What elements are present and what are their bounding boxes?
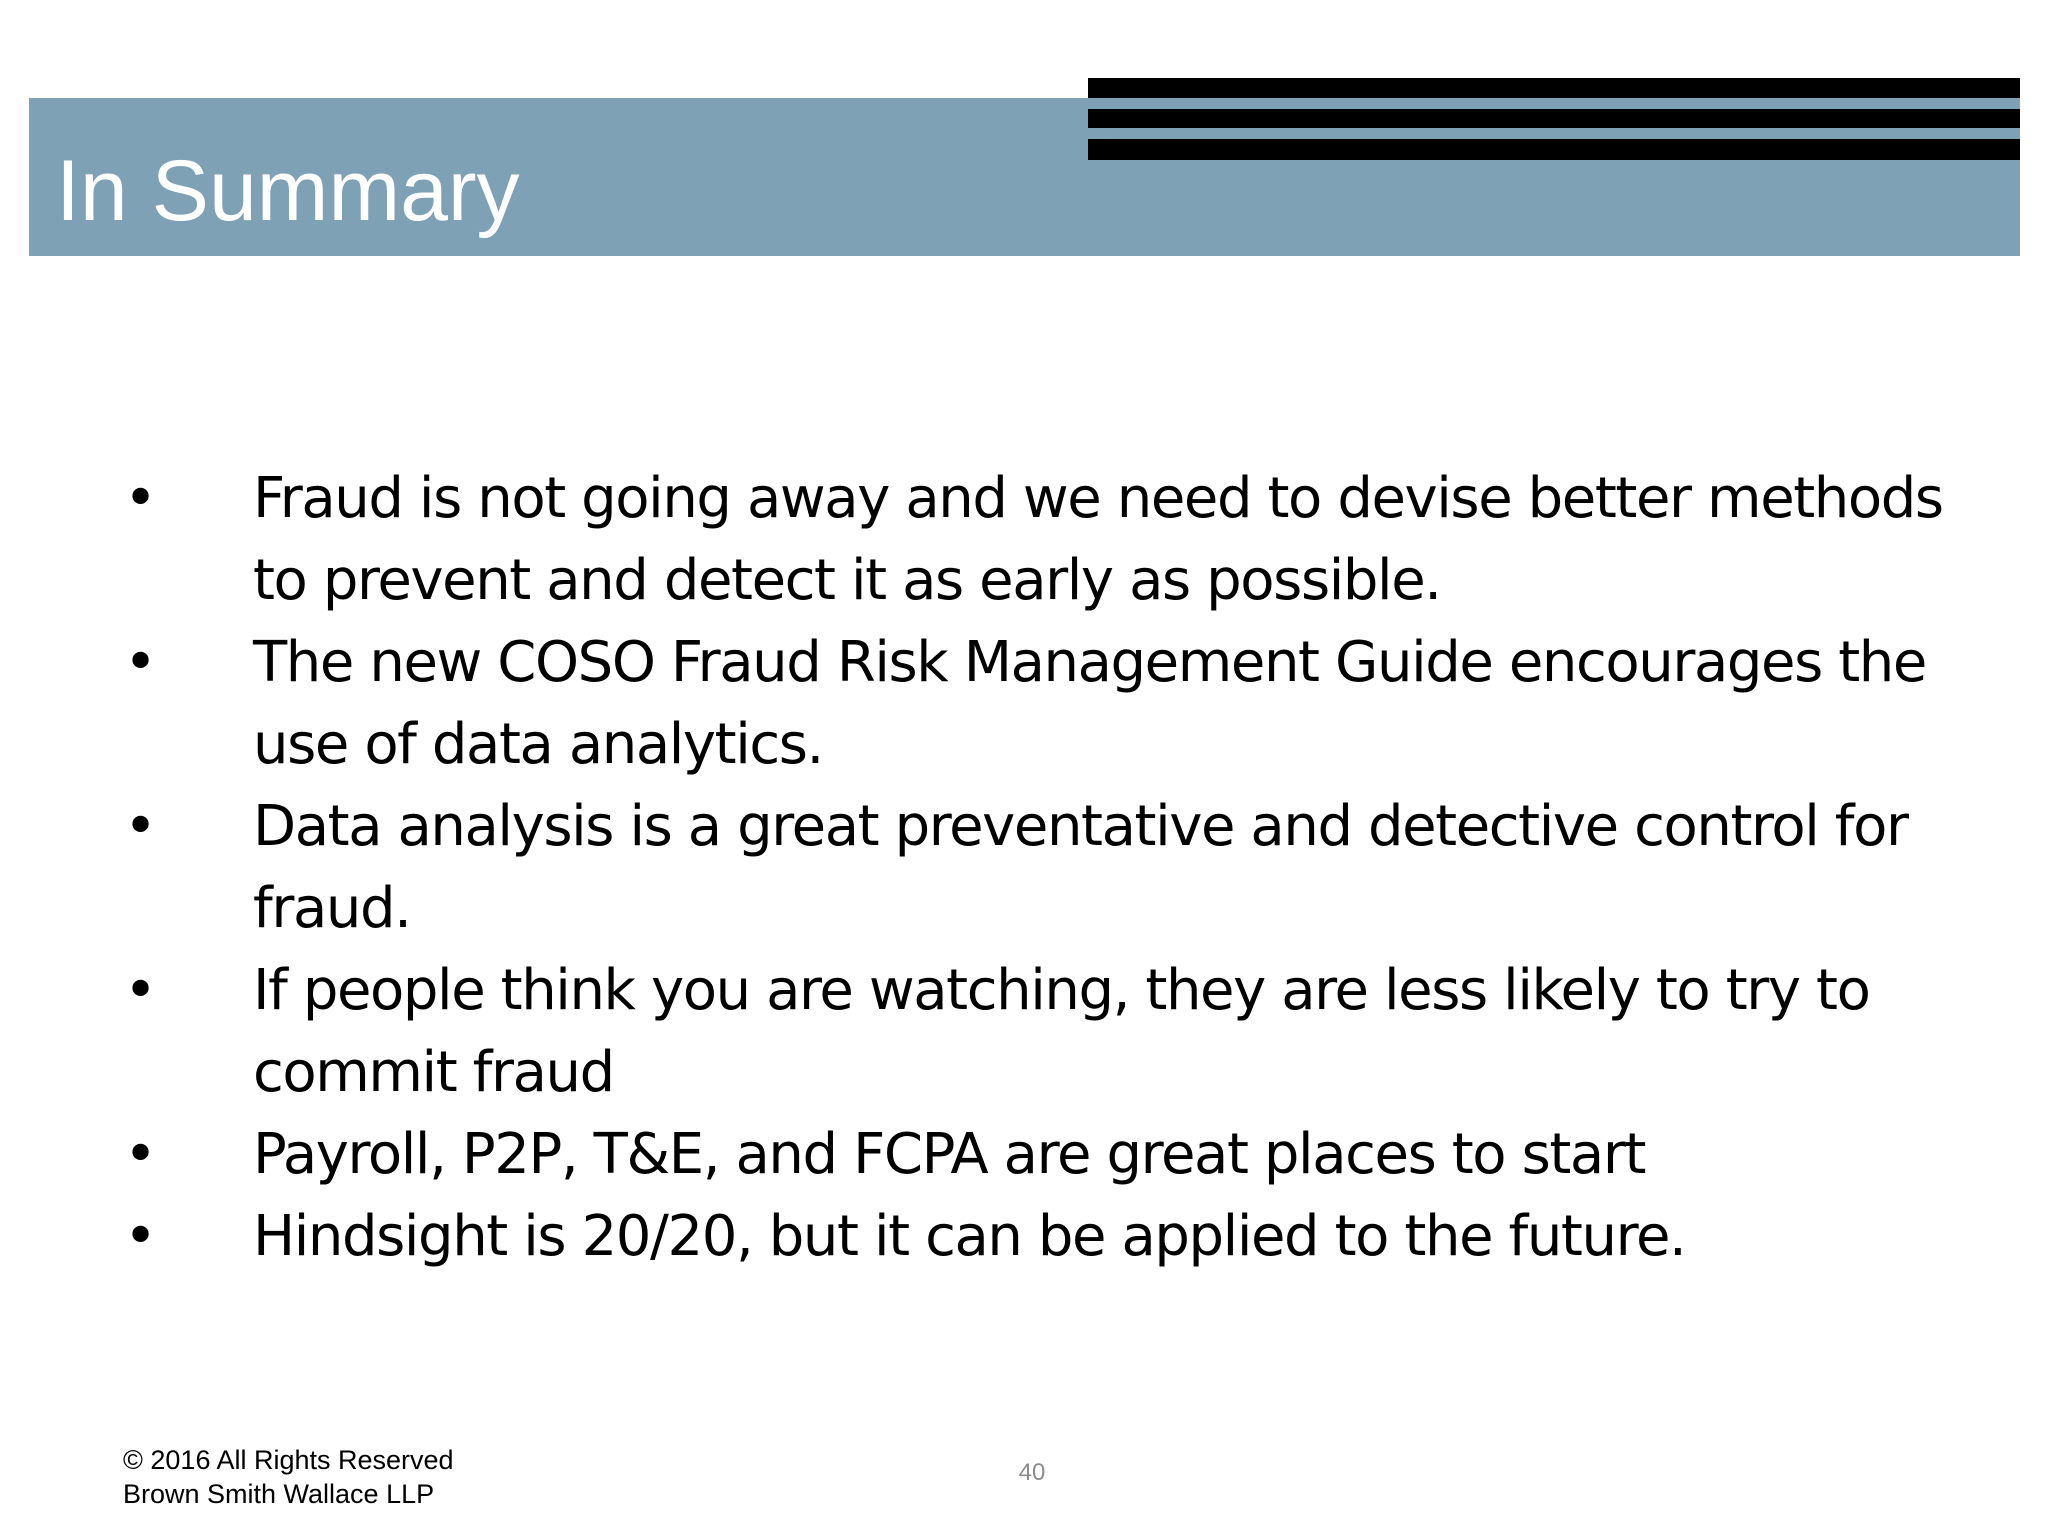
bullet-icon: •: [124, 630, 158, 695]
bullet-list: [0, 458, 2048, 1278]
bullet-text: Fraud is not going away and we need to devise better methods to prevent and detect it as early as possible.: [253, 466, 1943, 613]
bullet-item: [0, 622, 1973, 786]
decorative-stripe: [1088, 109, 2020, 128]
footer-copyright: © 2016 All Rights Reserved: [123, 1445, 454, 1475]
footer: [123, 1443, 454, 1511]
footer-company: Brown Smith Wallace LLP: [123, 1479, 435, 1509]
page-number: 40: [1018, 1459, 1046, 1486]
decorative-stripe: [1088, 78, 2020, 98]
bullet-text: Hindsight is 20/20, but it can be applied to the future.: [253, 1204, 1686, 1269]
bullet-item: [0, 458, 1973, 622]
bullet-icon: •: [124, 1204, 158, 1269]
bullet-text: Payroll, P2P, T&E, and FCPA are great places to start: [253, 1122, 1645, 1187]
bullet-item: [0, 1114, 1973, 1196]
bullet-icon: •: [124, 1122, 158, 1187]
bullet-item: [0, 950, 1973, 1114]
bullet-text: If people think you are watching, they are less likely to try to commit fraud: [253, 958, 1870, 1105]
bullet-icon: •: [124, 794, 158, 859]
bullet-item: [0, 786, 1973, 950]
slide-title: In Summary: [56, 143, 520, 239]
bullet-item: [0, 1196, 1973, 1278]
bullet-text: The new COSO Fraud Risk Management Guide encourages the use of data analytics.: [253, 630, 1926, 777]
decorative-stripe: [1088, 139, 2020, 160]
bullet-text: Data analysis is a great preventative and detective control for fraud.: [253, 794, 1908, 941]
bullet-icon: •: [124, 958, 158, 1023]
bullet-icon: •: [124, 466, 158, 531]
